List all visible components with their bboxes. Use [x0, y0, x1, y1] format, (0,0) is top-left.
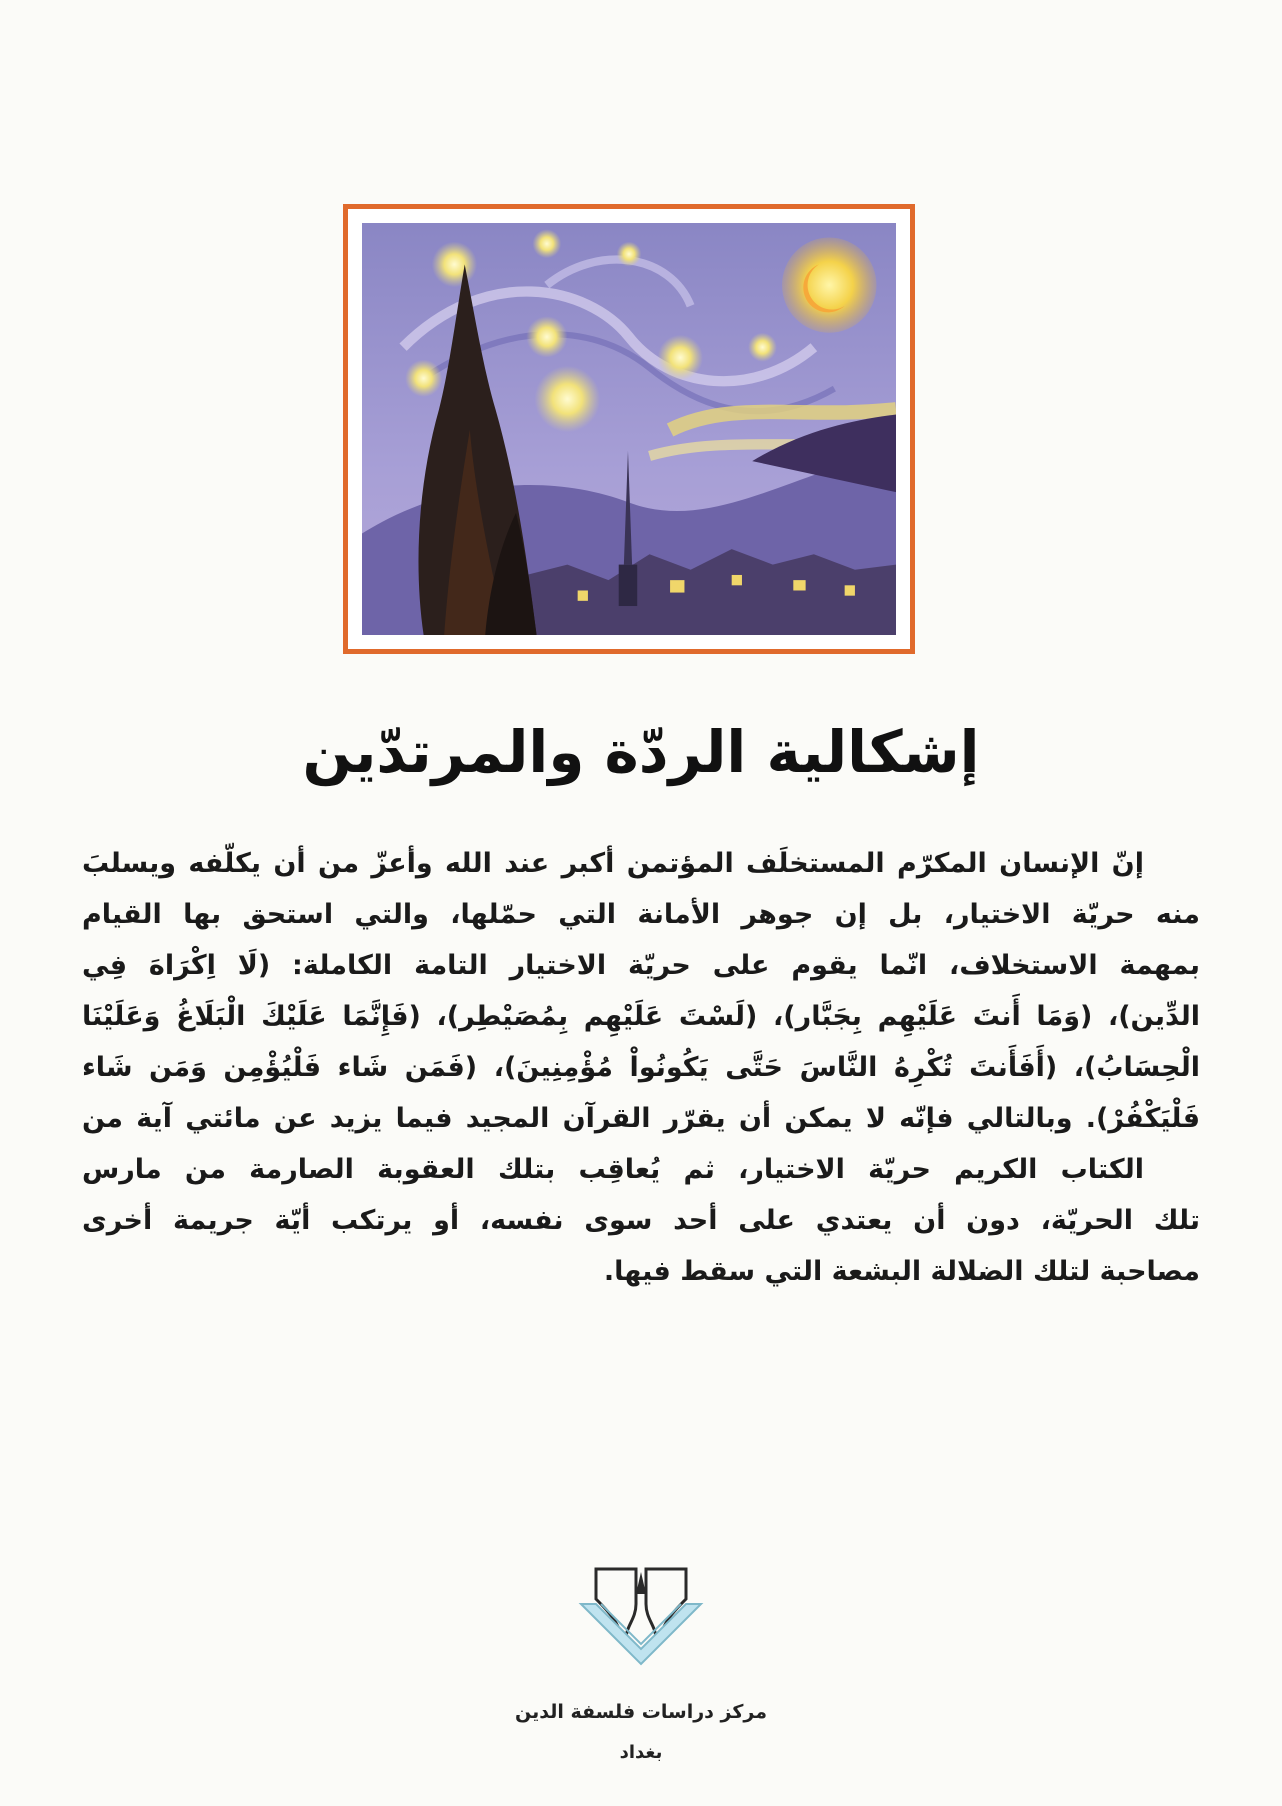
- painting-frame: [343, 204, 915, 654]
- blurb-line: الْحِسَابُ)، (أَفَأَنتَ تُكْرِهُ النَّاسَ حَتَّى يَكُونُواْ مُؤْمِنِينَ)، (فَمَن شَاء فَلْيُؤْمِن وَمَن شَاء: [82, 1052, 1200, 1083]
- blurb-line: مصاحبة لتلك الضلالة البشعة التي سقط فيها.: [603, 1256, 1200, 1287]
- blurb-line: تلك الحريّة، دون أن يعتدي على أحد سوى نفسه، أو يرتكب أيّة جريمة أخرى: [82, 1205, 1200, 1236]
- blurb-line: الدِّين)، (وَمَا أَنتَ عَلَيْهِم بِجَبَّار)، (لَسْتَ عَلَيْهِم بِمُصَيْطِر)، (فَإِنَّمَا عَلَيْكَ الْبَلَاغُ وَعَلَيْنَا: [82, 1001, 1200, 1032]
- blurb-paragraph: [82, 838, 1200, 1297]
- pen-nib-logo: [576, 1564, 706, 1674]
- blurb-line: منه حريّة الاختيار، بل إن جوهر الأمانة التي حمّلها، والتي استحق بها القيام: [82, 899, 1200, 930]
- blurb-line: بمهمة الاستخلاف، انّما يقوم على حريّة الاختيار التامة الكاملة: (لَا اِكْرَاهَ فِي: [82, 950, 1200, 981]
- book-title: إشكالية الردّة والمرتدّين: [302, 718, 980, 786]
- blurb-line: الكتاب الكريم حريّة الاختيار، ثم يُعاقِب بتلك العقوبة الصارمة من مارس: [82, 1154, 1144, 1185]
- publisher-city: بغداد: [619, 1742, 663, 1763]
- blurb-line: إنّ الإنسان المكرّم المستخلَف المؤتمن أكبر عند الله وأعزّ من أن يكلّفه ويسلبَ: [82, 848, 1144, 879]
- publisher-name: مركز دراسات فلسفة الدين: [515, 1701, 767, 1723]
- starry-night-painting: [362, 223, 896, 635]
- blurb-line: فَلْيَكْفُرْ). وبالتالي فإنّه لا يمكن أن يقرّر القرآن المجيد فيما يزيد عن مائتي آية من: [82, 1103, 1200, 1134]
